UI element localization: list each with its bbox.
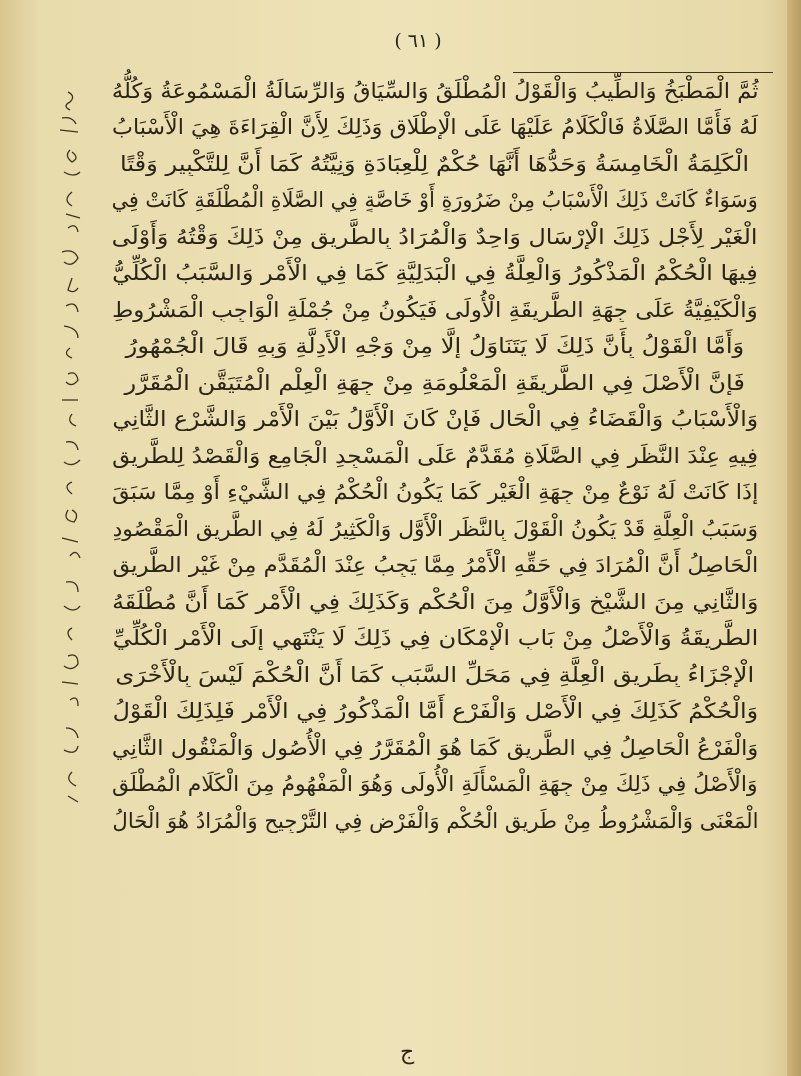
text-line: الْمَعْنَى وَالْمَشْرُوطُ مِنْ طَرِيقِ الْحُكْمِ وَالْفَرْضِ فِي التَّرْجِيحِ وَالْمُرَادُ هُوَ الْحَالُ	[111, 808, 759, 833]
text-line: وَالْحُكْمُ كَذَلِكَ فِي الْأَصْلِ وَالْفَرْعِ أَمَّا الْمَذْكُورُ فِي الْأَمْرِ فَلِذَلِكَ الْقَوْلُ	[112, 699, 758, 723]
text-line: وَالثَّانِي مِنَ الشَّيْخِ وَالْأَوَّلُ مِنَ الْحُكْمِ وَكَذَلِكَ فِي الْأَمْرِ كَمَا أَنَّ مُطْلَقَهُ	[111, 589, 759, 614]
text-line: وَسَوَاءٌ كَانَتْ ذَلِكَ الْأَسْبَابُ مِنْ ضَرُورَةٍ أَوْ خَاصَّةٍ فِي الصَّلَاةِ الْمُطْلَقَةِ كَانَتْ فِي	[111, 188, 759, 212]
main-text-block	[110, 66, 760, 833]
text-line: إِذَا كَانَتْ لَهُ نَوْعٌ مِنْ جِهَةِ الْغَيْرِ كَمَا يَكُونُ الْحُكْمُ فِي الشَّيْءِ أَوْ مِمَّا سَبَقَ	[111, 480, 759, 504]
text-line: وَسَبَبُ الْعِلَّةِ قَدْ يَكُونُ الْقَوْلَ بِالنَّظَرِ الْأَوَّلِ وَالْكَثِيرُ لَهُ فِي الطَّرِيقِ الْمَقْصُودِ	[112, 516, 758, 541]
catchword: ج	[400, 1040, 415, 1065]
text-line: فِيهَا الْحُكْمُ الْمَذْكُورُ وَالْعِلَّةُ فِي الْبَدَلِيَّةِ كَمَا فِي الْأَمْرِ وَالسَّبَبُ الْكُلِّيُّ	[112, 261, 758, 285]
margin-notes	[50, 82, 96, 812]
text-line: وَالْفَرْعُ الْحَاصِلُ فِي الطَّرِيقِ كَمَا هُوَ الْمُقَرَّرُ فِي الْأُصُولِ وَالْمَنْقُولِ الثَّانِي	[111, 735, 759, 760]
text-line: الْحَاصِلُ أَنَّ الْمُرَادَ فِي حَقِّهِ الْأَمْرُ مِمَّا يَجِبُ عِنْدَ الْمُقَدَّمِ مِنْ غَيْرِ الطَّرِيقِ	[112, 553, 758, 577]
text-line: وَالْأَصْلُ فِي ذَلِكَ مِنْ جِهَةِ الْمَسْأَلَةِ الْأُولَى وَهُوَ الْمَفْهُومُ مِنَ الْكَلَامِ الْمُطْلَقِ	[112, 772, 758, 796]
page-number: ( ٦١ )	[394, 30, 442, 52]
text-line: وَالْأَسْبَابُ وَالْقَضَاءُ فِي الْحَالِ فَإِنْ كَانَ الْأَوَّلُ بَيْنَ الْأَمْرِ وَالشَّرْعِ الثَّانِي	[112, 407, 758, 431]
text-line: لَهُ فَأَمَّا الصَّلَاةُ فَالْكَلَامُ عَلَيْهَا عَلَى الْإِطْلَاقِ وَذَلِكَ لِأَنَّ الْقِرَاءَةَ هِيَ الْأَسْبَابُ	[112, 115, 758, 139]
page-binding-edge	[787, 0, 801, 1076]
text-line: الْإِجْزَاءُ بِطَرِيقِ الْعِلَّةِ فِي مَحَلِّ السَّبَبِ كَمَا أَنَّ الْحُكْمَ لَيْسَ بِالْأَخْرَى	[115, 662, 755, 687]
text-line: فِيهِ عِنْدَ النَّظَرِ فِي الصَّلَاةِ مُقَدَّمٌ عَلَى الْمَسْجِدِ الْجَامِعِ وَالْقَصْدُ لِلطَّرِيقِ	[112, 443, 758, 468]
text-line: فَإِنَّ الْأَصْلَ فِي الطَّرِيقَةِ الْمَعْلُومَةِ مِنْ جِهَةِ الْعِلْمِ الْمُتَيَقَّنِ الْمُقَرَّرِ	[124, 370, 746, 395]
text-line: وَالْكَيْفِيَّةُ عَلَى جِهَةِ الطَّرِيقَةِ الْأُولَى فَيَكُونُ مِنْ جُمْلَةِ الْوَاجِبِ الْمَشْرُوطِ	[112, 297, 758, 322]
text-line: الْغَيْرِ لِأَجْلِ ذَلِكَ الْإِرْسَالِ وَاحِدٌ وَالْمُرَادُ بِالطَّرِيقِ مِنْ ذَلِكَ وَقْتُهُ وَأَوْلَى	[112, 224, 758, 249]
text-line: وَأَمَّا الْقَوْلُ بِأَنَّ ذَلِكَ لَا يَتَنَاوَلُ إِلَّا مِنْ وَجْهِ الْأَدِلَّةِ وَبِهِ قَالَ الْجُمْهُورُ	[125, 334, 745, 358]
margin-notes-drawing	[50, 82, 96, 812]
text-line: الْكَلِمَةُ الْخَامِسَةُ وَحَدُّهَا أَنَّهَا حُكْمٌ لِلْعِبَادَةِ وَنِيَّتُهُ كَمَا أَنَّ لِلتَّكْبِيرِ وَقْتًا	[120, 151, 750, 176]
text-line: الطَّرِيقَةُ وَالْأَصْلُ مِنْ بَابِ الْإِمْكَانِ فِي ذَلِكَ لَا يَنْتَهِي إِلَى الْأَمْرِ الْكُلِّيِّ	[112, 626, 758, 650]
text-line: ثُمَّ الْمَطْبَخُ وَالطِّيبُ وَالْقَوْلُ الْمُطْلَقُ وَالسِّيَاقُ وَالرِّسَالَةُ الْمَسْمُوعَةُ وَكُلُّهُ	[111, 78, 759, 103]
